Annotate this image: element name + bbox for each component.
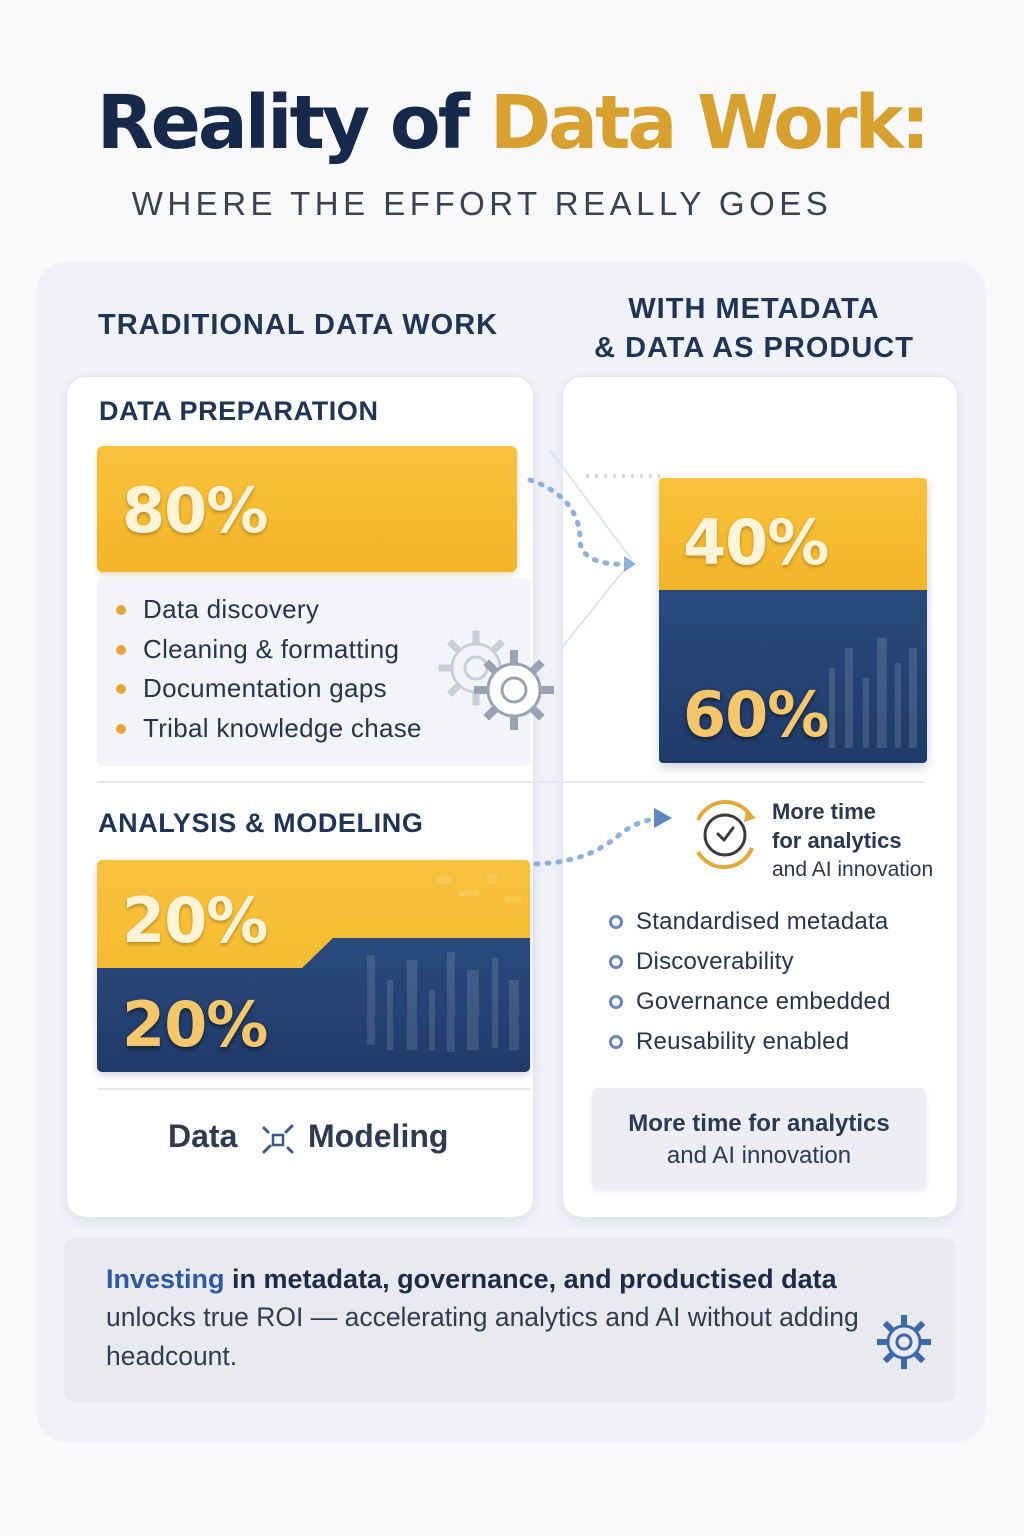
bullet-text: Cleaning & formatting — [143, 633, 400, 664]
bullet-dot-icon — [116, 605, 126, 615]
legend-modeling-label: Modeling — [308, 1118, 449, 1154]
list-item — [116, 590, 422, 630]
list-item — [609, 1022, 891, 1062]
more-time-line-1: More time — [772, 799, 876, 824]
metadata-bullet-list — [609, 902, 891, 1062]
footer-headline-rest: in metadata, governance, and productised data — [224, 1264, 837, 1294]
metadata-heading-line-2: & DATA AS PRODUCT — [594, 332, 914, 364]
footer-highlight: Investing — [106, 1264, 225, 1294]
footer-body: unlocks true ROI — accelerating analytics and AI without adding headcount. — [106, 1302, 859, 1371]
data-preparation-title: DATA PREPARATION — [99, 396, 379, 426]
bullet-text: Discoverability — [636, 948, 794, 975]
page-subtitle: WHERE THE EFFORT REALLY GOES — [131, 185, 833, 222]
callout-line-2: and AI innovation — [666, 1142, 852, 1169]
more-time-line-2: for analytics — [772, 828, 902, 853]
title-part-2: Data Work: — [489, 80, 928, 166]
clock-icon — [686, 798, 764, 872]
bullet-text: Reusability enabled — [636, 1028, 850, 1055]
more-time-callout — [592, 1088, 926, 1188]
gear-icon — [874, 1312, 934, 1372]
bullet-text: Governance embedded — [636, 988, 891, 1015]
transition-arrow-icon — [520, 440, 660, 660]
bullet-text: Data discovery — [143, 594, 320, 624]
dotted-arrow-icon — [530, 796, 680, 876]
analysis-modeling-title: ANALYSIS & MODELING — [98, 808, 424, 838]
list-item — [116, 709, 422, 749]
bullet-text: Tribal knowledge chase — [143, 712, 422, 743]
bullet-dot-icon — [116, 724, 126, 734]
more-time-line-3: and AI innovation — [772, 858, 934, 881]
bullet-ring-icon — [609, 955, 623, 969]
preparation-bullet-list — [116, 590, 422, 748]
network-icon — [258, 1120, 298, 1160]
legend-data-label: Data — [168, 1118, 238, 1154]
bullet-text: Standardised metadata — [636, 908, 889, 935]
list-item — [116, 669, 422, 709]
analysis-gold-percent: 20% — [122, 884, 268, 957]
preparation-percent: 80% — [122, 474, 268, 547]
footer-headline — [106, 1260, 837, 1298]
bullet-ring-icon — [609, 995, 623, 1009]
metadata-navy-percent: 60% — [683, 678, 829, 751]
more-time-note — [772, 797, 933, 884]
list-item — [609, 982, 891, 1022]
title-part-1: Reality of — [96, 80, 490, 166]
analysis-navy-percent: 20% — [122, 988, 268, 1061]
bullet-ring-icon — [609, 915, 623, 929]
metadata-heading-line-1: WITH METADATA — [628, 293, 880, 325]
metadata-heading — [562, 290, 946, 368]
bullet-text: Documentation gaps — [143, 673, 387, 703]
section-divider — [97, 781, 925, 783]
legend-divider — [97, 1088, 530, 1090]
bullet-ring-icon — [609, 1035, 623, 1049]
list-item — [116, 630, 422, 670]
metadata-gold-percent: 40% — [683, 506, 829, 579]
bullet-dot-icon — [116, 645, 126, 655]
list-item — [609, 902, 891, 942]
list-item — [609, 942, 891, 982]
callout-text — [592, 1108, 926, 1172]
page-title — [0, 78, 1024, 168]
callout-line-1: More time for analytics — [628, 1110, 890, 1137]
traditional-heading: TRADITIONAL DATA WORK — [98, 309, 499, 341]
bullet-dot-icon — [116, 684, 126, 694]
